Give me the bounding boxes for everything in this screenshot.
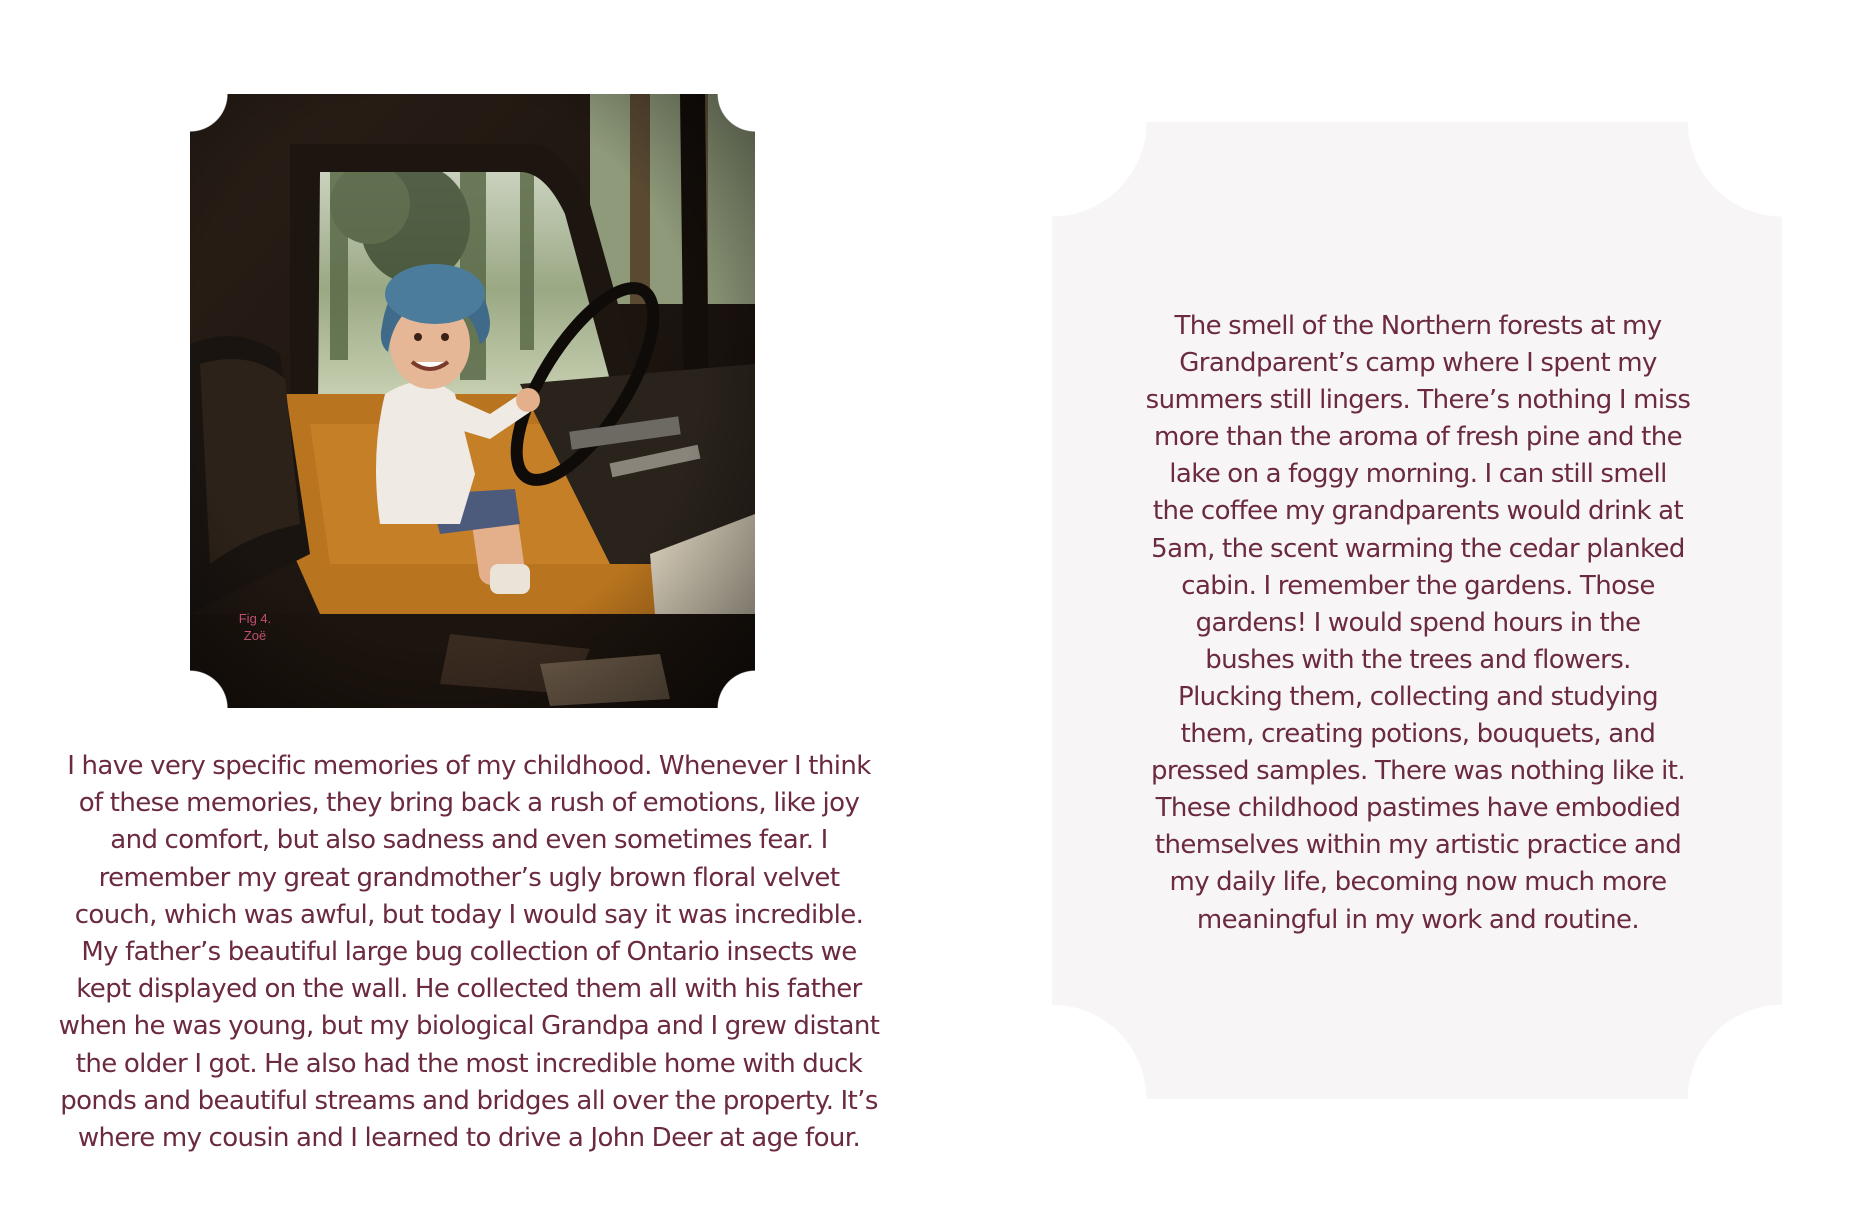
right-line: The smell of the Northern forests at my: [1174, 311, 1662, 341]
right-line: them, creating potions, bouquets, and: [1180, 719, 1656, 750]
left-line: couch, which was awful, but today I would say it was incredible.: [74, 899, 864, 930]
right-line: pressed samples. There was nothing like it.: [1150, 756, 1686, 787]
right-line: lake on a foggy morning. I can still smell: [1169, 459, 1667, 490]
right-line: 5am, the scent warming the cedar planked: [1151, 533, 1685, 564]
left-line: remember my great grandmother’s ugly brown floral velvet: [98, 862, 840, 893]
left-line: ponds and beautiful streams and bridges all over the property. It’s: [60, 1085, 878, 1116]
right-line: more than the aroma of fresh pine and the: [1154, 422, 1682, 453]
figure-caption: [225, 610, 285, 644]
right-line: gardens! I would spend hours in the: [1195, 607, 1641, 638]
right-line: Grandparent’s camp where I spent my: [1179, 348, 1657, 379]
right-line: Plucking them, collecting and studying: [1177, 681, 1659, 712]
right-line: These childhood pastimes have embodied: [1155, 793, 1681, 824]
right-line: summers still lingers. There’s nothing I miss: [1145, 385, 1691, 416]
left-line: of these memories, they bring back a rush of emotions, like joy: [78, 788, 860, 819]
left-line: the older I got. He also had the most incredible home with duck: [75, 1048, 863, 1079]
figure-number: Fig 4.: [238, 611, 272, 626]
left-line: I have very specific memories of my childhood. Whenever I think: [67, 751, 871, 781]
left-line: kept displayed on the wall. He collected them all with his father: [76, 974, 862, 1005]
right-line: meaningful in my work and routine.: [1196, 904, 1640, 935]
right-paragraph: [1138, 308, 1698, 939]
right-line: cabin. I remember the gardens. Those: [1181, 570, 1655, 601]
left-line: when he was young, but my biological Grandpa and I grew distant: [58, 1011, 880, 1042]
left-paragraph: [50, 748, 888, 1157]
right-line: themselves within my artistic practice and: [1154, 830, 1682, 861]
right-line: bushes with the trees and flowers.: [1205, 644, 1631, 675]
left-line: where my cousin and I learned to drive a John Deer at age four.: [77, 1123, 861, 1154]
right-line: the coffee my grandparents would drink at: [1152, 496, 1684, 527]
figure-name: Zoë: [243, 628, 267, 643]
left-line: and comfort, but also sadness and even sometimes fear. I: [110, 825, 828, 856]
left-line: My father’s beautiful large bug collection of Ontario insects we: [81, 937, 857, 968]
right-line: my daily life, becoming now much more: [1169, 867, 1667, 898]
